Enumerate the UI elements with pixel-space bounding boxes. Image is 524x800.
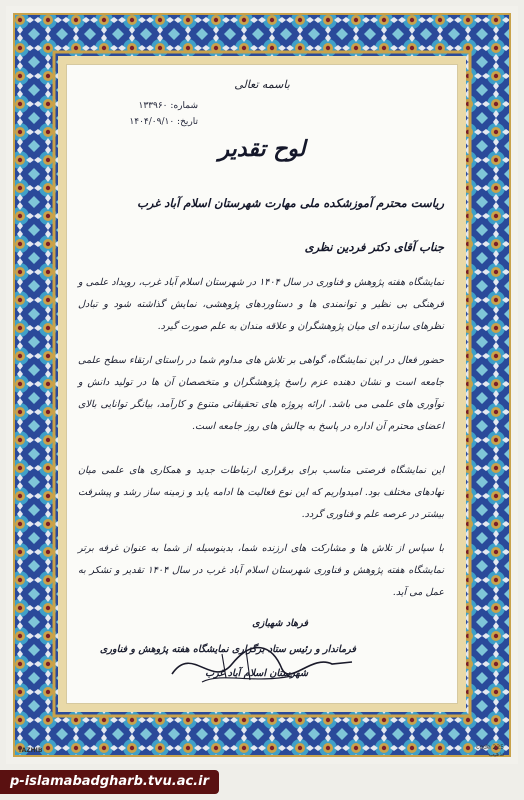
date-value: ۱۴۰۴/۰۹/۱۰: [129, 117, 175, 127]
body-paragraph: این نمایشگاه فرصتی مناسب برای برقراری ارتباطات جدید و همکاری های علمی میان نهادهای مختلف بود. امیدواریم که این نوع فعالیت ها ادامه یابد و زمینه ساز رشد و پیشرفت بیشتر در عرصه علم و فناوری گردد.: [78, 465, 444, 520]
certificate-title: لوح تقدیر: [218, 136, 306, 162]
body-paragraph: با سپاس از تلاش ها و مشارکت های ارزنده شما، بدینوسیله از شما به عنوان غرفه برتر نمایشگاه هفته پژوهش و فناوری شهرستان اسلام آباد غرب در سال ۱۴۰۴ تقدیر و تشکر به عمل می آید.: [78, 543, 444, 598]
body-paragraph: نمایشگاه هفته پژوهش و فناوری در سال ۱۴۰۴ در شهرستان اسلام آباد غرب، رویداد علمی و فرهنگی بی نظیر و توانمندی ها و دستاوردهای پژوهشی، نمایش گذاشته شود و تبادل نظرهای سازنده ای میان پژوهشگران و علاقه مندان به علم صورت گیرد.: [78, 277, 444, 332]
printer-code: [476, 744, 504, 758]
certificate: [6, 6, 518, 764]
certificate-paper: [66, 64, 458, 704]
number-value: ۱۳۳۹۶۰: [138, 101, 168, 111]
body-paragraph: حضور فعال در این نمایشگاه، گواهی بر تلاش های مداوم شما در راستای ارتقاء سطح علمی جامعه است و نشان دهنده عزم راسخ پژوهشگران و متخصصان آن ها در تولید دانش و نوآوری های علمی می باشد. ارائه پروژه های تحقیقاتی متنوع و کارآمد، بیانگر توانایی بالای اعضای محترم آن اداره در پاسخ به چالش های روز جامعه است.: [78, 355, 444, 432]
number-label: شماره:: [170, 101, 198, 111]
signatory-title: فرماندار و رئیس ستاد برگزاری نمایشگاه هفته پژوهش و فناوری: [99, 644, 356, 655]
signatory-name: فرهاد شهبازی: [252, 618, 308, 629]
reference-number-row: [78, 98, 198, 114]
printer-code-name: تذهیب: [488, 751, 504, 758]
printer-code-number: code 225: [476, 744, 504, 751]
reference-date-row: [78, 114, 198, 130]
site-watermark-link[interactable]: p-islamabadgharb.tvu.ac.ir: [0, 770, 219, 794]
basmala-heading: باسمه تعالی: [234, 78, 290, 91]
handwritten-signature: [162, 634, 362, 694]
signatory-place: شهرستان اسلام آباد غرب: [205, 668, 308, 679]
honoree-line: جناب آقای دکتر فردین نظری: [304, 240, 444, 254]
addressee-line: ریاست محترم آموزشکده ملی مهارت شهرستان اسلام آباد غرب: [137, 196, 444, 210]
date-label: تاریخ:: [177, 117, 198, 127]
printer-brand: TAZHIB: [18, 747, 43, 754]
reference-block: [78, 98, 198, 130]
